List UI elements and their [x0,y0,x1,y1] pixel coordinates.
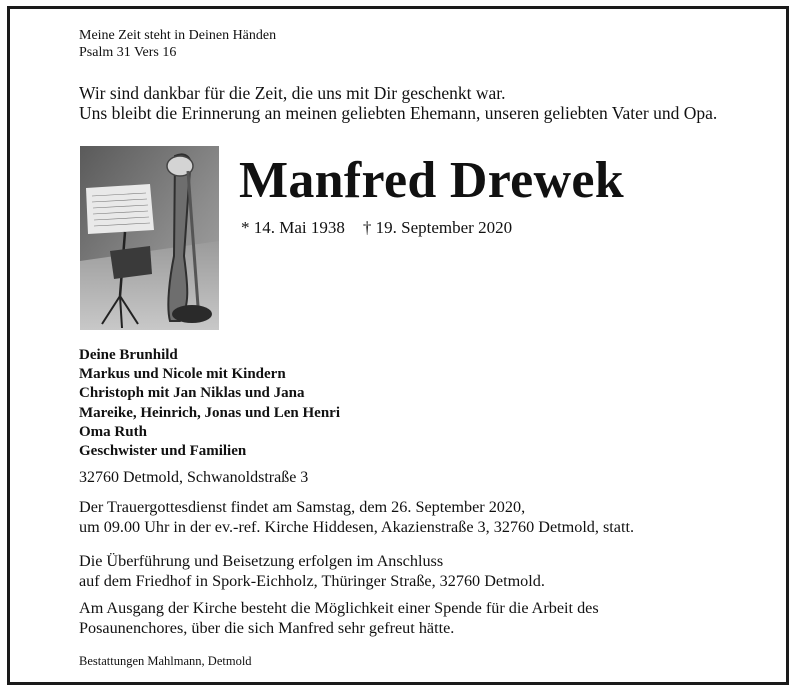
paragraph-line: Der Trauergottesdienst findet am Samstag, dem 26. September 2020, [79,498,526,516]
mourner-line: Oma Ruth [79,423,147,440]
birth-date: * 14. Mai 1938 [241,218,345,237]
donation-info [79,598,599,638]
memorial-photo [80,146,219,330]
mourner-line: Deine Brunhild [79,347,178,363]
death-date: † 19. September 2020 [362,218,513,237]
paragraph-line: Am Ausgang der Kirche besteht die Möglichkeit einer Spende für die Arbeit des [79,599,599,617]
burial-info [79,551,545,591]
undertaker-credit: Bestattungen Mahlmann, Detmold [79,654,252,668]
mourners-list [79,346,340,461]
mourner-line: Christoph mit Jan Niklas und Jana [79,385,305,402]
life-dates [241,218,512,238]
mourner-line: Mareike, Heinrich, Jonas und Len Henri [79,404,340,421]
bible-verse [79,27,276,61]
funeral-service-info [79,497,634,537]
verse-reference: Psalm 31 Vers 16 [79,45,177,60]
paragraph-line: auf dem Friedhof in Spork-Eichholz, Thüringer Straße, 32760 Detmold. [79,572,545,590]
paragraph-line: um 09.00 Uhr in der ev.-ref. Kirche Hiddesen, Akazienstraße 3, 32760 Detmold, statt. [79,518,635,536]
intro-line-2: Uns bleibt die Erinnerung an meinen geliebten Ehemann, unseren geliebten Vater und Opa. [79,103,718,123]
paragraph-line: Posaunenchores, über die sich Manfred sehr gefreut hätte. [79,619,455,637]
mourner-line: Geschwister und Familien [79,443,247,460]
mourner-line: Markus und Nicole mit Kindern [79,366,286,383]
family-address: 32760 Detmold, Schwanoldstraße 3 [79,469,309,486]
verse-text: Meine Zeit steht in Deinen Händen [79,28,277,43]
intro-text [79,83,717,123]
intro-line-1: Wir sind dankbar für die Zeit, die uns mit Dir geschenkt war. [79,83,506,103]
deceased-name: Manfred Drewek [239,152,624,209]
paragraph-line: Die Überführung und Beisetzung erfolgen im Anschluss [79,552,444,570]
